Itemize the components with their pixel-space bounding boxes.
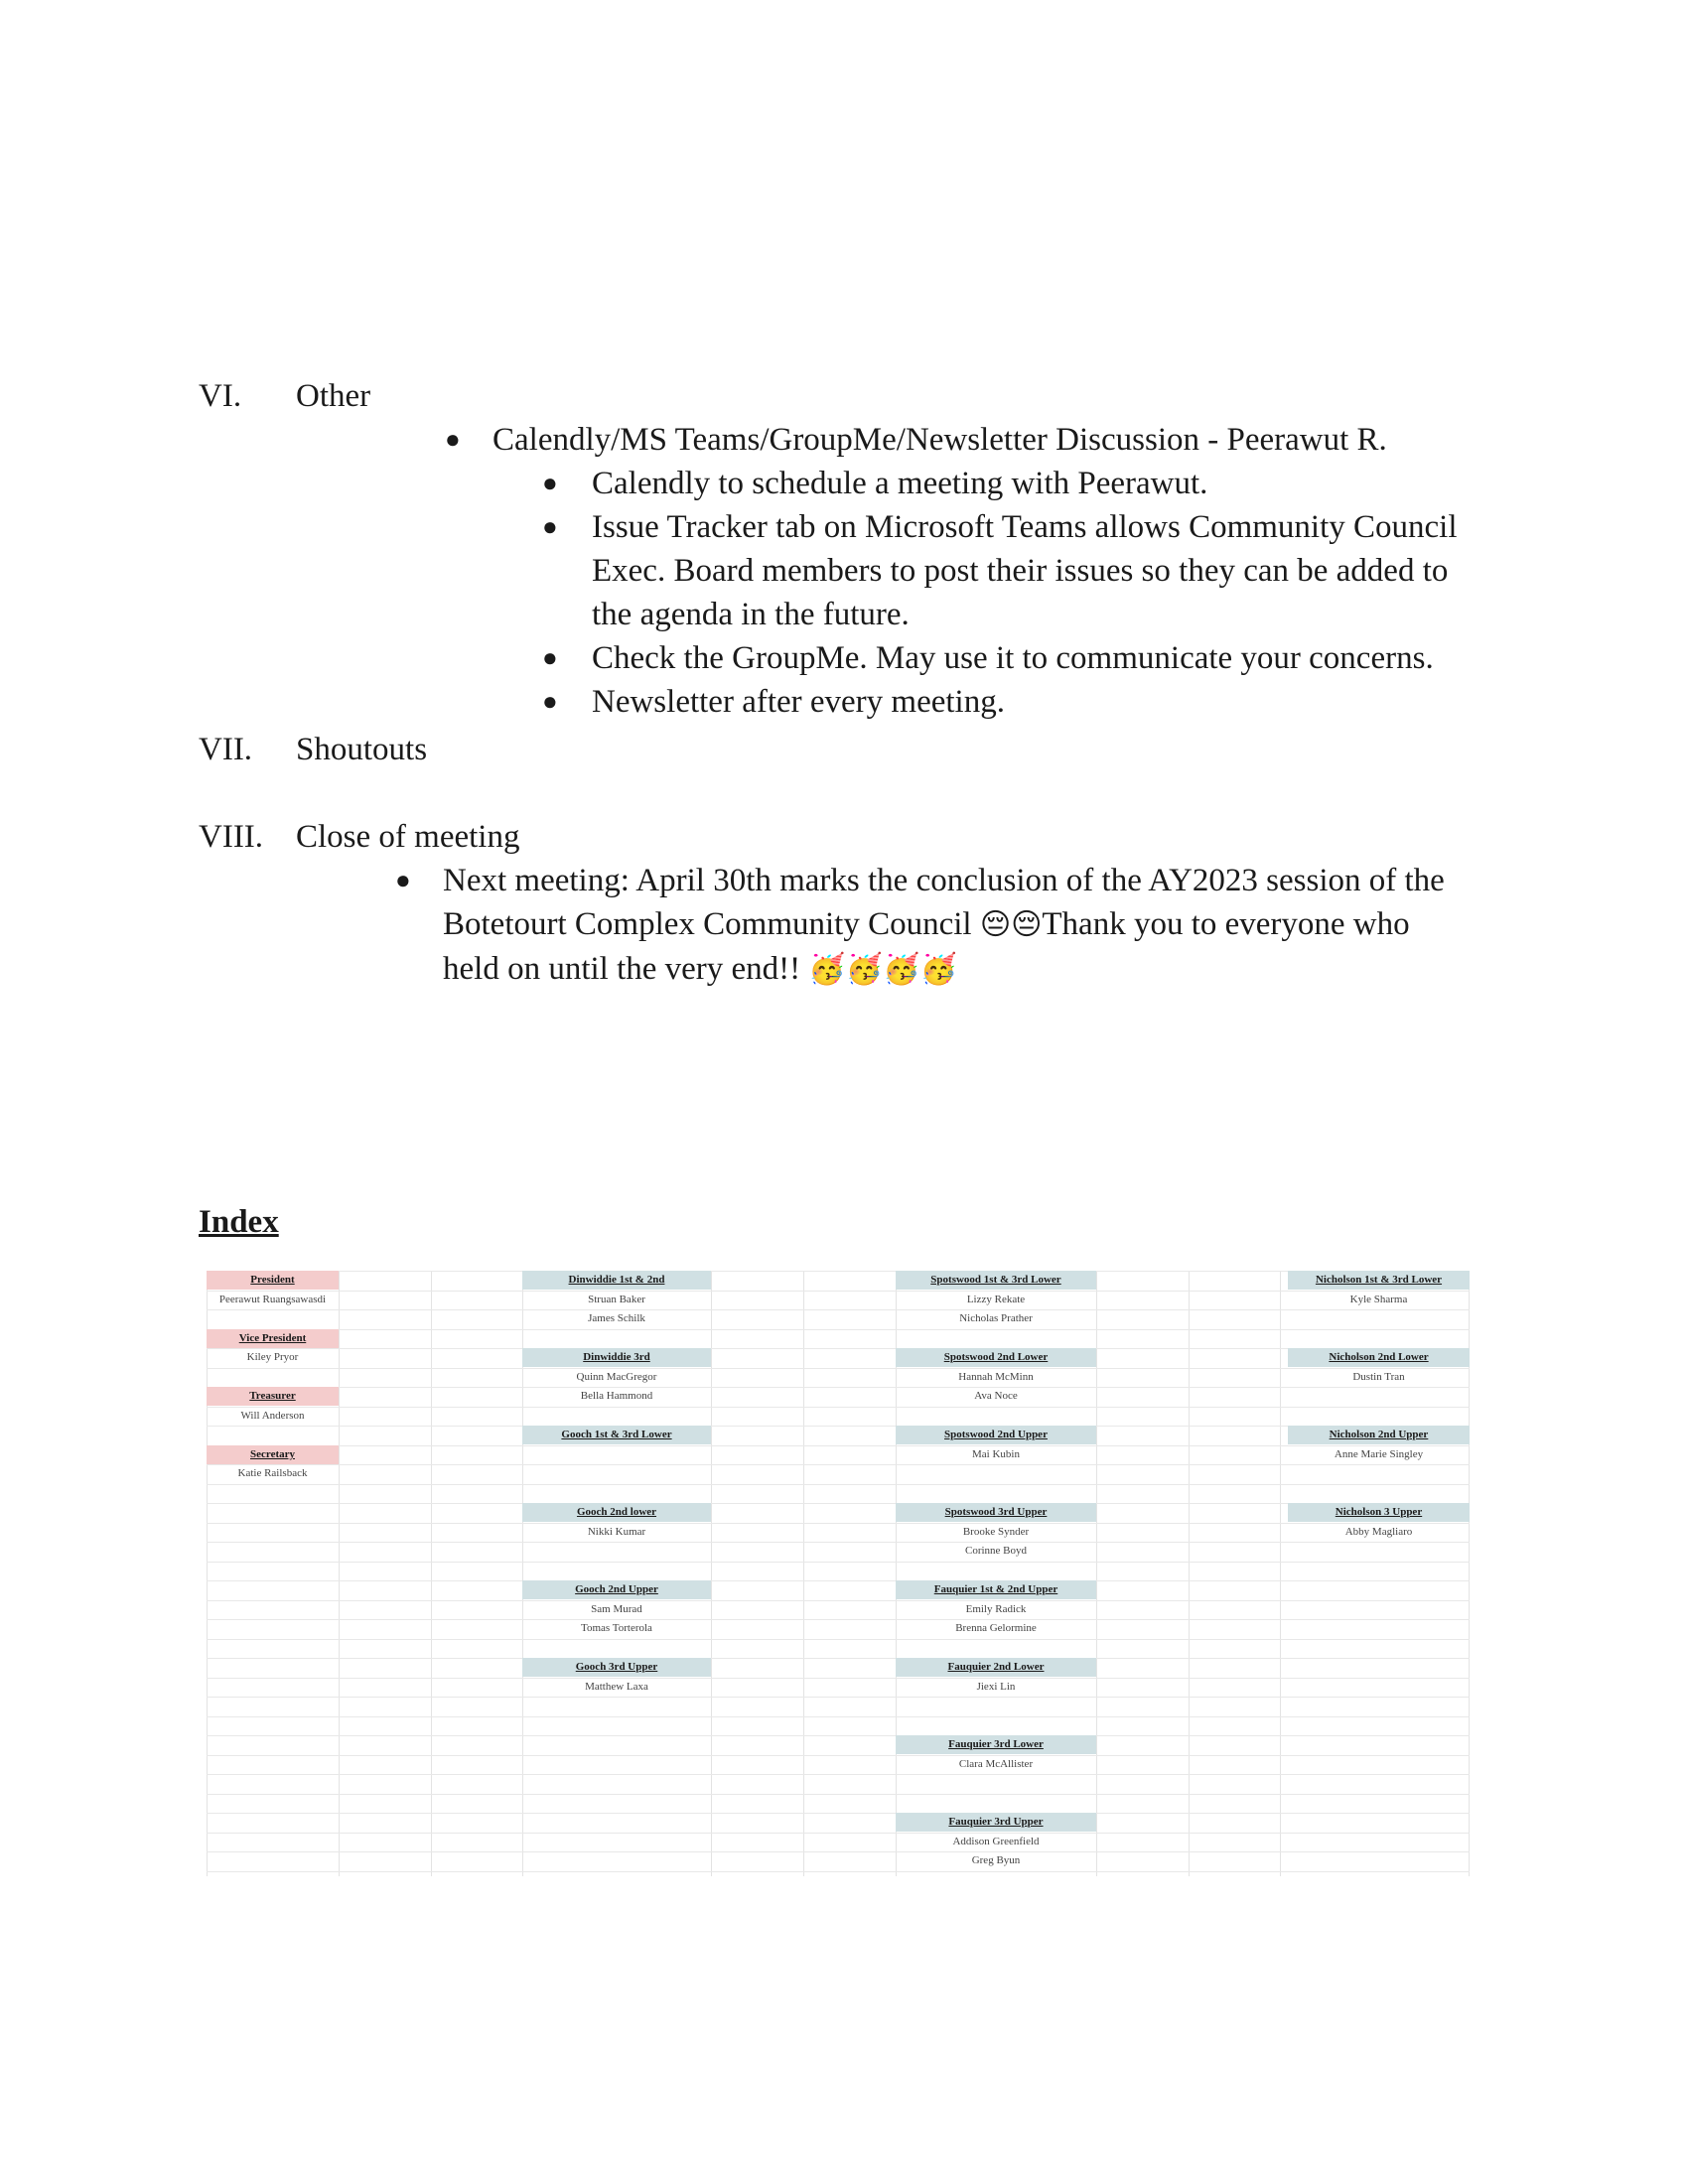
index-spreadsheet [207,1271,1470,1876]
index-group-header: Spotswood 1st & 3rd Lower [896,1271,1096,1290]
index-member-name: Kiley Pryor [246,1351,299,1363]
index-member-name: Peerawut Ruangsawasdi [218,1294,327,1305]
grid-line [207,1716,1470,1717]
index-member-name: Kyle Sharma [1349,1294,1408,1305]
index-group-header: Gooch 2nd lower [522,1503,711,1522]
grid-line [207,1619,1470,1620]
grid-line [207,1639,1470,1640]
pensive-face-icon: 😔😔 [979,907,1043,942]
index-group-header: Treasurer [207,1387,339,1406]
index-member-name: Corinne Boyd [964,1545,1028,1557]
bullet-icon: ● [542,643,558,672]
grid-line [207,1271,1470,1272]
section-vi-title: Other [296,378,371,414]
index-member-name: Abby Magliaro [1344,1526,1413,1538]
index-group-header: Fauquier 1st & 2nd Upper [896,1580,1096,1599]
grid-line [207,1348,1470,1349]
index-member-name: Emily Radick [965,1603,1027,1615]
grid-line [207,1658,1470,1659]
index-group-header: Spotswood 3rd Upper [896,1503,1096,1522]
index-member-name: Brooke Synder [962,1526,1030,1538]
party-face-icon: 🥳🥳🥳🥳 [808,952,957,987]
close-item-text-a: Next meeting: April 30th marks the conclusion of the AY2023 session of the Botetourt Complex Community Council [443,863,1445,942]
grid-line [207,1735,1470,1736]
grid-line [207,1833,1470,1834]
index-group-header: Fauquier 2nd Lower [896,1658,1096,1677]
index-group-header: Gooch 2nd Upper [522,1580,711,1599]
grid-line [207,1542,1470,1543]
other-main-item: Calendly/MS Teams/GroupMe/Newsletter Discussion - Peerawut R. [492,422,1387,458]
grid-line [1096,1271,1097,1876]
index-member-name: Sam Murad [591,1603,642,1615]
grid-line [207,1600,1470,1601]
grid-line [207,1523,1470,1524]
index-group-header: Nicholson 2nd Upper [1288,1426,1470,1444]
bullet-icon: ● [542,512,558,541]
index-member-name: Hannah McMinn [958,1371,1034,1383]
section-viii-numeral: VIII. [199,819,264,855]
index-group-header: Dinwiddie 1st & 2nd [522,1271,711,1290]
grid-line [207,1484,1470,1485]
index-member-name: Will Anderson [240,1410,305,1422]
grid-line [207,1851,1470,1852]
index-member-name: Nikki Kumar [587,1526,646,1538]
bullet-icon: ● [445,425,461,454]
index-group-header: Gooch 3rd Upper [522,1658,711,1677]
grid-line [207,1678,1470,1679]
grid-line [207,1291,1470,1292]
grid-line [207,1407,1470,1408]
grid-line [711,1271,712,1876]
grid-line [207,1871,1470,1872]
grid-line [207,1445,1470,1446]
grid-line [207,1794,1470,1795]
index-member-name: Matthew Laxa [585,1681,648,1693]
other-sub-item-1: Calendly to schedule a meeting with Peerawut. [592,466,1208,501]
section-viii-title: Close of meeting [296,819,520,855]
index-member-name: Dustin Tran [1352,1371,1405,1383]
index-title: Index [199,1204,279,1240]
other-sub-item-3: Check the GroupMe. May use it to communicate your concerns. [592,640,1434,676]
index-group-header: Fauquier 3rd Lower [896,1735,1096,1754]
index-group-header: Secretary [207,1445,339,1464]
grid-line [207,1309,1470,1310]
index-group-header: Nicholson 3 Upper [1288,1503,1470,1522]
section-vi-numeral: VI. [199,378,242,414]
grid-line [207,1813,1470,1814]
index-member-name: James Schilk [588,1312,645,1324]
index-group-header: Spotswood 2nd Lower [896,1348,1096,1367]
grid-line [1280,1271,1281,1876]
grid-line [207,1426,1470,1427]
grid-line [207,1755,1470,1756]
other-sub-item-4: Newsletter after every meeting. [592,684,1005,720]
index-group-header: Gooch 1st & 3rd Lower [522,1426,711,1444]
index-member-name: Nicholas Prather [959,1312,1033,1324]
index-group-header: President [207,1271,339,1290]
index-member-name: Katie Railsback [237,1467,308,1479]
grid-line [207,1464,1470,1465]
index-group-header: Dinwiddie 3rd [522,1348,711,1367]
grid-line [207,1697,1470,1698]
close-item-text-b: Thank you to everyone who held on until the very end!! [443,906,1410,987]
index-member-name: Lizzy Rekate [966,1294,1026,1305]
index-member-name: Addison Greenfield [952,1836,1040,1847]
grid-line [207,1562,1470,1563]
index-member-name: Struan Baker [588,1294,645,1305]
bullet-icon: ● [542,687,558,716]
index-member-name: Bella Hammond [580,1390,653,1402]
index-group-header: Nicholson 1st & 3rd Lower [1288,1271,1470,1290]
index-member-name: Clara McAllister [958,1758,1034,1770]
index-member-name: Mai Kubin [972,1448,1020,1460]
grid-line [1189,1271,1190,1876]
grid-line [207,1387,1470,1388]
bullet-icon: ● [542,469,558,497]
grid-line [803,1271,804,1876]
index-member-name: Ava Noce [974,1390,1018,1402]
section-vii-numeral: VII. [199,732,253,767]
index-group-header: Fauquier 3rd Upper [896,1813,1096,1832]
grid-line [431,1271,432,1876]
index-member-name: Quinn MacGregor [576,1371,657,1383]
section-vii-title: Shoutouts [296,732,428,767]
index-member-name: Greg Byun [971,1854,1021,1866]
index-group-header: Vice President [207,1329,339,1348]
grid-line [207,1774,1470,1775]
index-member-name: Brenna Gelormine [955,1622,1037,1634]
grid-line [207,1580,1470,1581]
bullet-icon: ● [395,866,411,894]
other-sub-item-2: Issue Tracker tab on Microsoft Teams allows Community Council Exec. Board members to post their issues so they can be added to the agenda in the future. [592,509,1458,632]
index-member-name: Jiexi Lin [976,1681,1016,1693]
grid-line [339,1271,340,1876]
grid-line [207,1368,1470,1369]
grid-line [207,1329,1470,1330]
index-group-header: Spotswood 2nd Upper [896,1426,1096,1444]
index-member-name: Anne Marie Singley [1334,1448,1424,1460]
index-group-header: Nicholson 2nd Lower [1288,1348,1470,1367]
close-item [443,859,1466,992]
index-member-name: Tomas Torterola [581,1622,652,1634]
grid-line [207,1503,1470,1504]
